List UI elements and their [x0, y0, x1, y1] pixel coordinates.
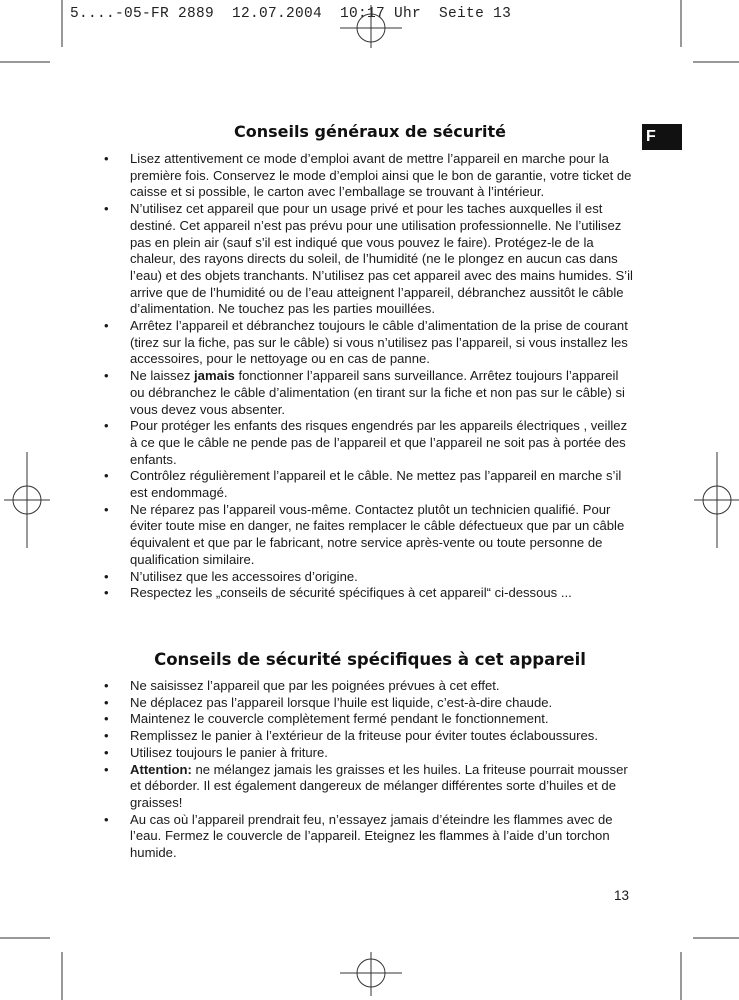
list-item: • Au cas où l’appareil prendrait feu, n’essayez jamais d’éteindre les flammes avec de l’eau. Fermez le couvercle de l’appareil. Eteignez les flammes à l’aide d’un torchon humide. — [104, 812, 636, 862]
item-text-rest: ne mélangez jamais les graisses et les huiles. La friteuse pourrait mousser et déborder. Il est également dangereux de mélanger différentes sorte d’huiles et de graisses! — [130, 761, 628, 810]
list-item: • Respectez les „conseils de sécurité spécifiques à cet appareil“ ci-dessous ... — [104, 585, 636, 602]
item-text-bold: jamais — [194, 368, 235, 384]
list-item: • Arrêtez l’appareil et débranchez toujours le câble d’alimentation de la prise de courant (tirez sur la fiche, pas sur le câble) si vous n’utilisez pas l’appareil, si vous installez les accessoires, pour le nettoyage ou en cas de panne. — [104, 318, 636, 368]
list-item: • Ne réparez pas l’appareil vous-même. Contactez plutôt un technicien qualifié. Pour éviter toute mise en danger, ne faites remplacer le câble défectueux que par un câble équivalent et que par le fabricant, notre service après-vente ou toute personne de qualification similaire. — [104, 502, 636, 569]
list-item: • Lisez attentivement ce mode d’emploi avant de mettre l’appareil en marche pour la première fois. Conservez le mode d’emploi ainsi que le bon de garantie, votre ticket de caisse et si possible, le carton avec l’emballage se trouvant à l’intérieur. — [104, 151, 636, 201]
item-text-rest: fonctionner l’appareil sans surveillance. Arrêtez toujours l’appareil ou débranchez le câble d’alimentation (en tirant sur la fiche et non pas sur le câble) si vous devez vous absenter. — [130, 368, 625, 417]
item-text-bold: Attention: — [130, 761, 192, 777]
print-header: 5....-05-FR 2889 12.07.2004 10:17 Uhr Seite 13 — [70, 6, 512, 22]
item-text-prefix: Ne laissez — [130, 368, 195, 384]
list-item: • Utilisez toujours le panier à friture. — [104, 745, 636, 762]
general-safety-list — [104, 151, 636, 602]
list-item: • N’utilisez que les accessoires d’origine. — [104, 569, 636, 586]
page-number: 13 — [614, 888, 630, 903]
list-item — [104, 368, 636, 418]
list-item: • N’utilisez cet appareil que pour un usage privé et pour les taches auxquelles il est destiné. Cet appareil n’est pas prévu pour une utilisation professionnelle. Ne l’utilisez pas en plein air (sauf s’il est indiqué que vous pouvez le faire). Protégez-le de la chaleur, des rayons directs du soleil, de l’humidité (ne le plongez en aucun cas dans l’eau) et des objets tranchants. N’utilisez pas cet appareil avec des mains humides. S’il arrive que de l’humidité ou de l’eau atteignent l’appareil, débranchez aussitôt le câble d’alimentation. Ne touchez pas les parties mouillées. — [104, 201, 636, 318]
list-item: • Pour protéger les enfants des risques engendrés par les appareils électriques , veillez à ce que le câble ne pende pas de l’appareil et que l’appareil ne soit pas à portée des enfants. — [104, 418, 636, 468]
registration-mark-bottom — [340, 952, 402, 996]
registration-mark-left — [4, 452, 50, 548]
list-item — [104, 762, 636, 812]
list-item: • Ne saisissez l’appareil que par les poignées prévues à cet effet. — [104, 678, 636, 695]
section-heading-specific: Conseils de sécurité spécifiques à cet appareil — [154, 650, 586, 669]
list-item: • Contrôlez régulièrement l’appareil et le câble. Ne mettez pas l’appareil en marche s’il est endommagé. — [104, 468, 636, 501]
section-heading-general: Conseils généraux de sécurité — [233, 122, 507, 141]
language-tab: F — [642, 124, 682, 150]
list-item: • Remplissez le panier à l’extérieur de la friteuse pour éviter toutes éclaboussures. — [104, 728, 636, 745]
list-item: • Maintenez le couvercle complètement fermé pendant le fonctionnement. — [104, 711, 636, 728]
specific-safety-list — [104, 678, 636, 862]
list-item: • Ne déplacez pas l’appareil lorsque l’huile est liquide, c’est-à-dire chaude. — [104, 695, 636, 712]
registration-mark-right — [694, 452, 739, 548]
registration-mark-top — [340, 5, 402, 48]
